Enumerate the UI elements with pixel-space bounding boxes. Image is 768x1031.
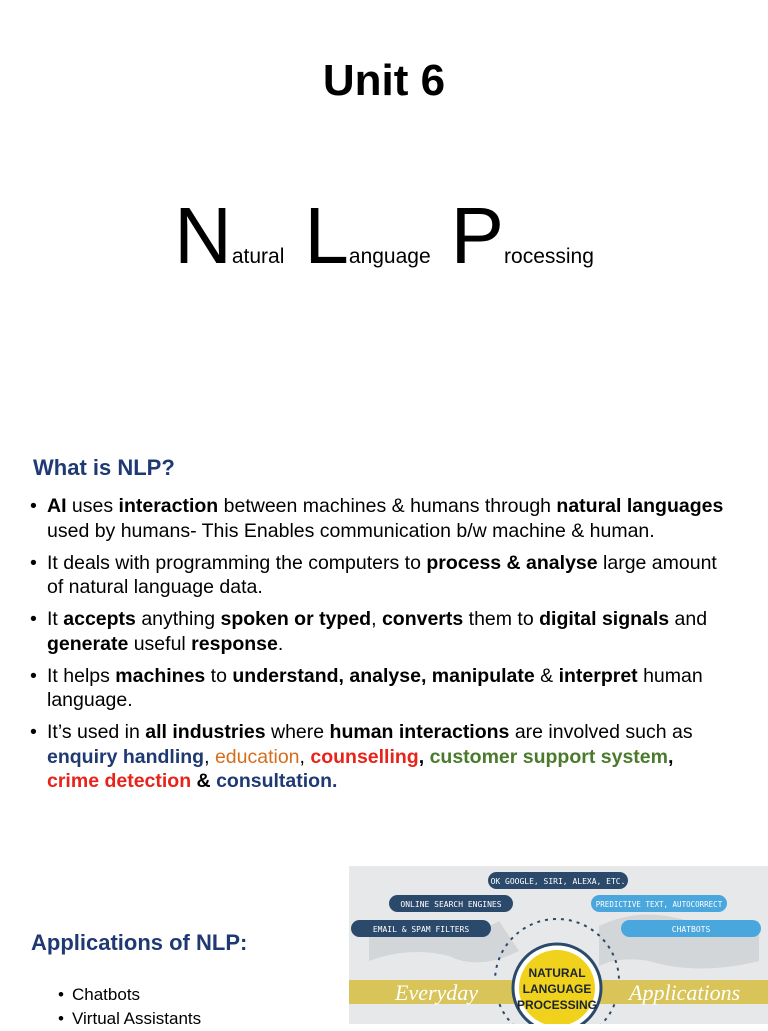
word-atural: atural [231,245,285,268]
list-item: • It helps machines to understand, analyse, manipulate & interpret human language. [30,664,730,713]
center-line-2: LANGUAGE [522,982,592,996]
pill-assistants: OK GOOGLE, SIRI, ALEXA, ETC. [490,877,626,886]
applications-heading: Applications of NLP: [31,930,248,955]
center-line-3: PROCESSING [516,998,598,1012]
list-item: • It’s used in all industries where human interactions are involved such as enquiry handling, education, counselling, customer support system, crime detection & consultation. [30,720,730,794]
what-is-nlp-list [30,494,730,801]
letter-l: L [304,191,349,280]
word-rocessing: rocessing [504,245,594,268]
center-line-1: NATURAL [528,966,586,980]
what-is-nlp-heading: What is NLP? [33,455,175,480]
word-anguage: anguage [348,245,431,268]
letter-p: P [450,191,505,280]
pill-chatbots: CHATBOTS [671,925,711,934]
banner-left-text: Everyday [395,980,479,1005]
list-item: • It deals with programming the computers to process & analyse large amount of natural language data. [30,551,730,600]
pill-spam-filters: EMAIL & SPAM FILTERS [372,925,470,934]
list-item: • AI uses interaction between machines & humans through natural languages used by humans- This Enables communication b/w machine & human. [30,494,730,543]
pill-search-engines: ONLINE SEARCH ENGINES [400,900,502,909]
pill-predictive-text: PREDICTIVE TEXT, AUTOCORRECT [595,900,723,909]
list-item: • Virtual Assistants [58,1007,201,1031]
infographic-graphic [349,866,768,1024]
nlp-applications-infographic [349,866,768,1024]
nlp-acronym-heading [0,191,768,280]
letter-n: N [174,191,232,280]
page-title: Unit 6 [322,56,446,105]
list-item: • It accepts anything spoken or typed, converts them to digital signals and generate useful response. [30,607,730,656]
banner-right-text: Applications [629,980,741,1005]
list-item: • Chatbots [58,983,201,1007]
